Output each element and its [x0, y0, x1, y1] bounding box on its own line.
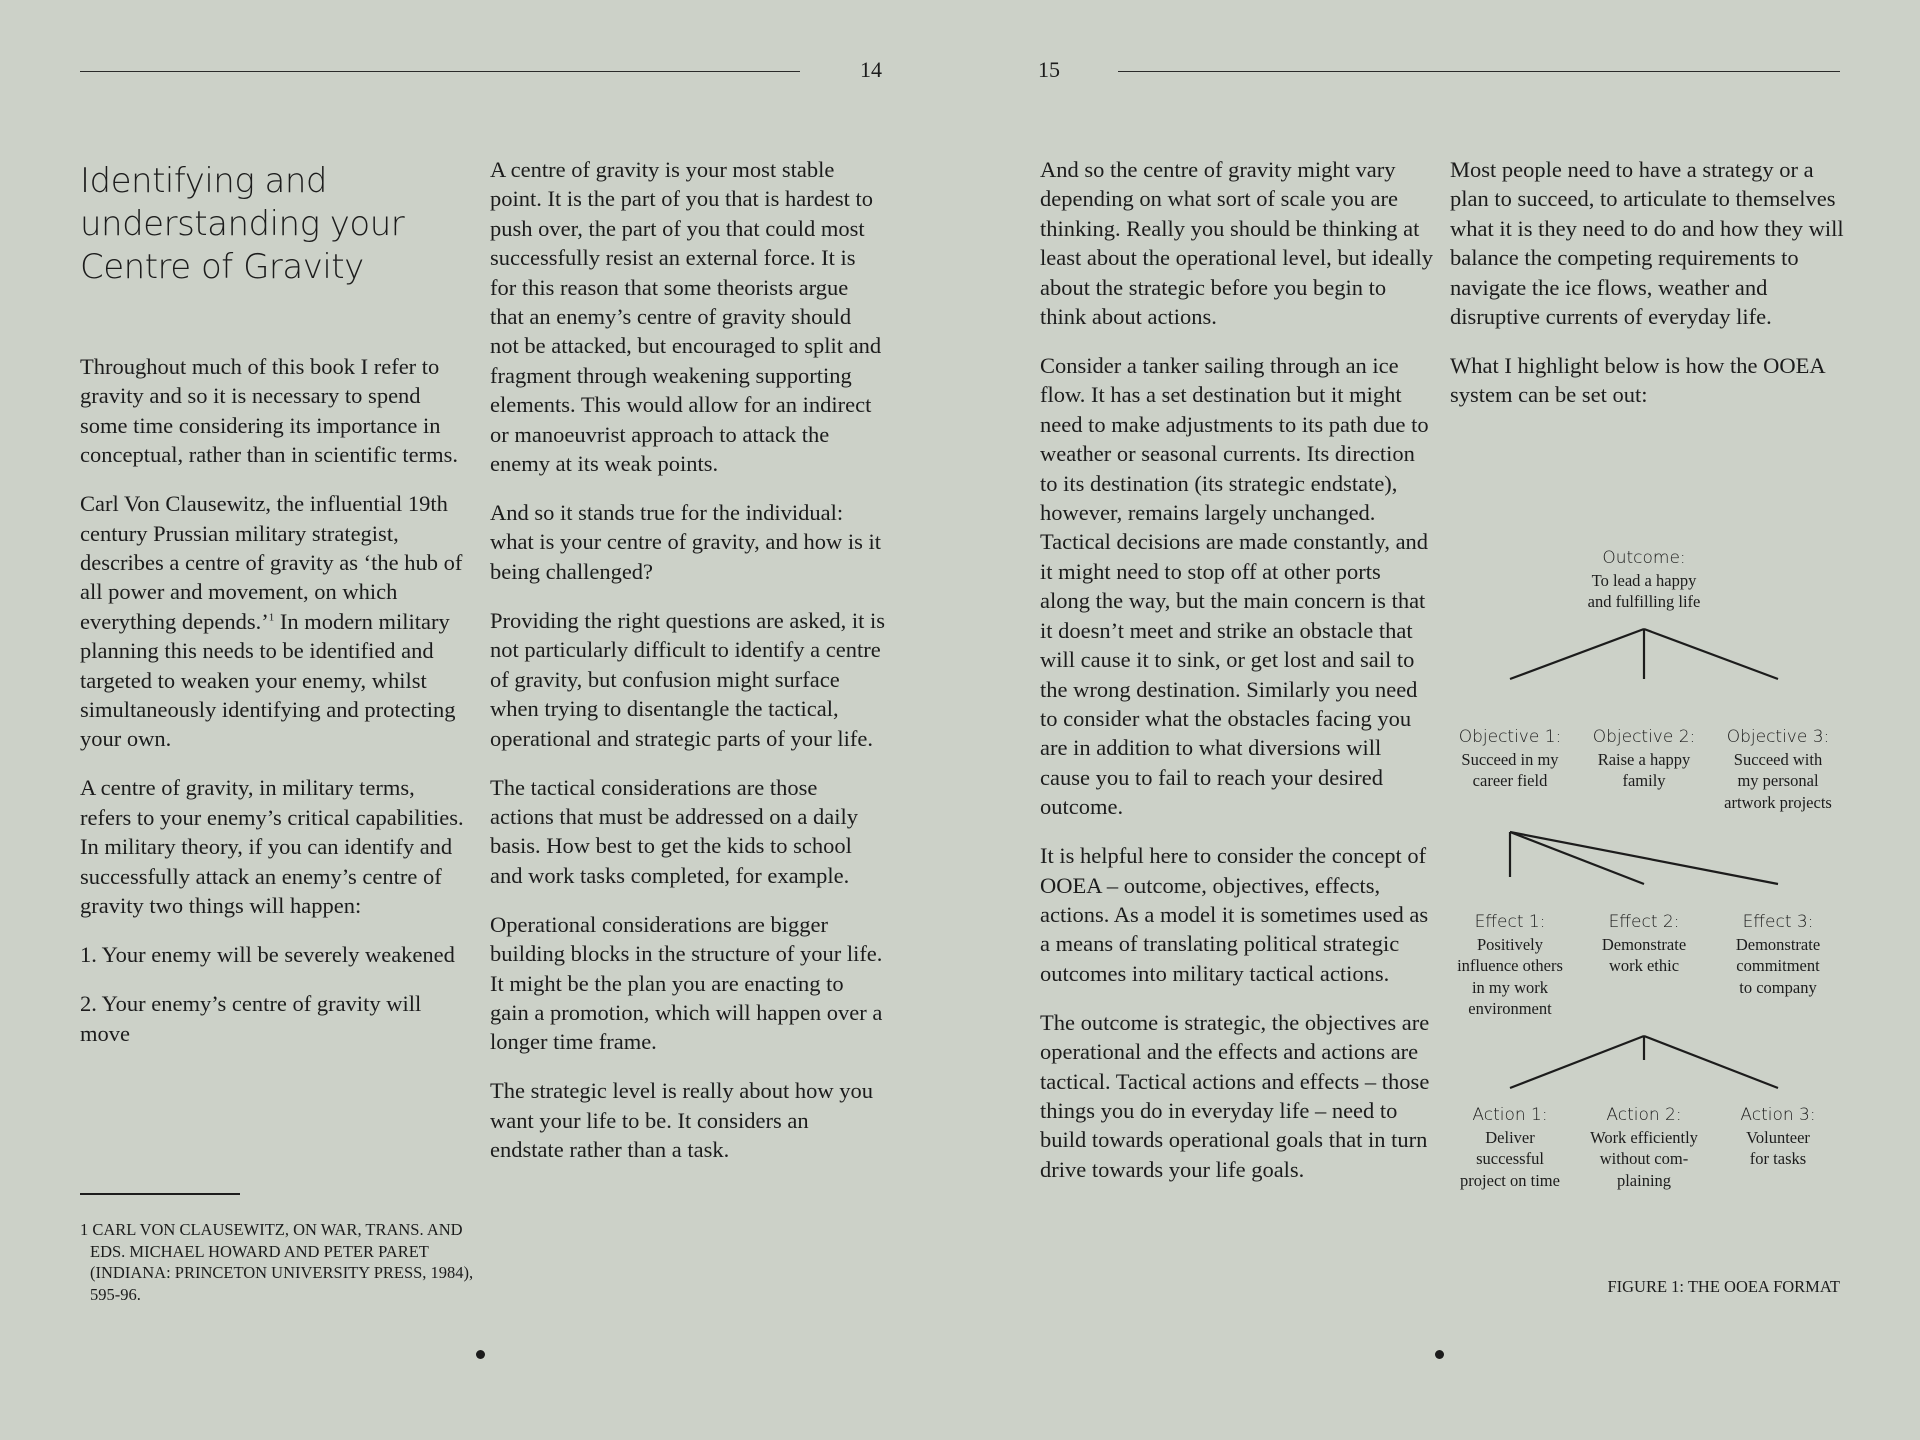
footnote-line: EDS. MICHAEL HOWARD AND PETER PARET (INDIANA: PRINCETON UNIVERSITY PRESS, 1984), 595-96.: [90, 1241, 474, 1304]
node-text: commitment: [1736, 956, 1820, 975]
node-title: Outcome:: [1602, 548, 1686, 568]
outcome-node: [1588, 548, 1701, 613]
node-title: Action 3:: [1740, 1105, 1816, 1125]
paragraph-text: In modern military planning this needs to be identified and targeted to weaken your enemy, whilst simultaneously identifying and protecting your own.: [80, 608, 456, 752]
node-title: Objective 2:: [1592, 727, 1696, 747]
paragraph-text: Carl Von Clausewitz, the influential 19th century Prussian military strategist, describes a centre of gravity as ‘the hub of all power and movement, on which everything depends.’: [80, 491, 463, 634]
node-text: and fulfilling life: [1587, 592, 1701, 611]
header-rule-left: [80, 71, 800, 72]
node-text: for tasks: [1749, 1149, 1807, 1168]
page-number-left: 14: [860, 57, 882, 82]
node-text: To lead a happy: [1591, 570, 1697, 590]
node-text: in my work: [1471, 977, 1549, 997]
node-text: influence others: [1457, 956, 1563, 975]
left-column-2: [490, 155, 885, 1184]
right-column-2: [1450, 155, 1845, 429]
node-title: Objective 1:: [1458, 727, 1562, 747]
heading-line: understanding your: [80, 204, 405, 244]
node-text: Volunteer: [1746, 1127, 1810, 1147]
paragraph: Consider a tanker sailing through an ice flow. It has a set destination but it might need to make adjustments to its path due to weather or seasonal currents. Its direction to its destination (its strategic endstate), however, remains largely unchanged. Tactical decisions are made constantly, and it might need to stop off at other ports along the way, but the main concern is that it doesn’t meet and strike an obstacle that will cause it to sink, or get lost and sail to the wrong destination. Similarly you need to consider what the obstacles facing you are in addition to what diversions will cause you to fail to reach your desired outcome.: [1040, 353, 1429, 820]
page-number-right: 15: [1038, 57, 1060, 82]
node-text: Positively: [1476, 934, 1543, 954]
paragraph: A centre of gravity, in military terms, refers to your enemy’s critical capabilities. In military theory, if you can identify and successfully attack an enemy’s centre of gravity two things will happen:: [80, 775, 464, 919]
node-text: Work efficiently: [1590, 1127, 1698, 1147]
connector-line: [1510, 832, 1778, 884]
action-node-3: [1740, 1105, 1815, 1170]
connector-line: [1644, 1036, 1778, 1088]
node-text: Demonstrate: [1735, 934, 1821, 954]
page-dot-left: [476, 1350, 485, 1359]
paragraph: What I highlight below is how the OOEA system can be set out:: [1450, 353, 1825, 408]
node-text: environment: [1468, 999, 1552, 1018]
header-rule-right: [1118, 71, 1840, 72]
node-text: to company: [1739, 977, 1817, 997]
footnote-ref: 1: [268, 611, 275, 624]
paragraph: And so it stands true for the individual: what is your centre of gravity, and how is it being challenged?: [490, 500, 881, 584]
action-node-2: [1590, 1105, 1698, 1191]
node-text: career field: [1472, 771, 1548, 790]
figure-caption: FIGURE 1: THE OOEA FORMAT: [1607, 1277, 1840, 1296]
objective-node-3: [1724, 727, 1832, 813]
paragraph: [80, 489, 470, 754]
effect-node-3: [1736, 912, 1820, 998]
heading-line: Identifying and: [80, 161, 328, 201]
paragraph: The tactical considerations are those actions that must be addressed on a daily basis. How best to get the kids to school and work tasks completed, for example.: [490, 774, 859, 888]
paragraph: 2. Your enemy’s centre of gravity will move: [80, 991, 422, 1046]
node-title: Action 1:: [1472, 1105, 1548, 1125]
node-text: without com-: [1599, 1149, 1689, 1168]
left-column-1: [80, 352, 470, 1068]
objective-node-2: [1593, 727, 1696, 792]
footnote-line: 1 CARL VON CLAUSEWITZ, ON WAR, TRANS. AND: [80, 1220, 463, 1239]
node-title: Action 2:: [1606, 1105, 1682, 1125]
node-text: Deliver: [1485, 1127, 1535, 1147]
connector-line: [1510, 629, 1644, 679]
node-text: Demonstrate: [1601, 934, 1687, 954]
node-title: Objective 3:: [1726, 727, 1830, 747]
node-text: family: [1622, 771, 1666, 790]
footnote-rule: [80, 1193, 240, 1195]
node-text: project on time: [1460, 1170, 1560, 1190]
paragraph: Providing the right questions are asked, it is not particularly difficult to identify a centre of gravity, but confusion might surface when trying to disentangle the tactical, operational and strategic parts of your life.: [490, 607, 885, 751]
paragraph: Most people need to have a strategy or a plan to succeed, to articulate to themselves what it is they need to do and how they will balance the competing requirements to navigate the ice flows, weather and disruptive currents of everyday life.: [1450, 157, 1844, 330]
page-dot-right: [1435, 1350, 1444, 1359]
effect-node-1: [1457, 912, 1563, 1020]
paragraph: The outcome is strategic, the objectives are operational and the effects and actions are tactical. Tactical actions and effects – those things you do in everyday life – need to build towards operational goals that in turn drive towards your life goals.: [1040, 1009, 1430, 1182]
node-text: Succeed in my: [1461, 749, 1559, 769]
node-title: Effect 2:: [1608, 912, 1680, 932]
section-heading: [80, 160, 500, 289]
footnote: [80, 1219, 480, 1305]
node-text: my personal: [1737, 771, 1819, 790]
connector-line: [1510, 832, 1644, 884]
objective-node-1: [1459, 727, 1562, 792]
connector-line: [1510, 1036, 1644, 1088]
node-text: work ethic: [1608, 956, 1680, 975]
paragraph: 1. Your enemy will be severely weakened: [80, 942, 455, 968]
node-text: plaining: [1616, 1170, 1672, 1190]
node-title: Effect 3:: [1742, 912, 1814, 932]
paragraph: Operational considerations are bigger building blocks in the structure of your life. It might be the plan you are enacting to gain a promotion, which will happen over a longer time frame.: [490, 911, 883, 1055]
node-text: Succeed with: [1733, 749, 1823, 769]
right-column-1: [1040, 155, 1435, 1204]
paragraph: Throughout much of this book I refer to gravity and so it is necessary to spend some time considering its importance in conceptual, rather than in scientific terms.: [80, 354, 458, 468]
action-node-1: [1460, 1105, 1560, 1191]
heading-line: Centre of Gravity: [80, 247, 364, 287]
node-title: Effect 1:: [1474, 912, 1546, 932]
connector-line: [1644, 629, 1778, 679]
node-text: Raise a happy: [1597, 749, 1691, 769]
node-text: artwork projects: [1724, 792, 1832, 812]
paragraph: The strategic level is really about how you want your life to be. It considers an endstate rather than a task.: [490, 1078, 874, 1163]
paragraph: And so the centre of gravity might vary depending on what sort of scale you are thinking. Really you should be thinking at least about the operational level, but ideally about the strategic before you begin to think about actions.: [1040, 157, 1433, 330]
effect-node-2: [1602, 912, 1686, 977]
node-text: successful: [1476, 1149, 1544, 1168]
paragraph: It is helpful here to consider the concept of OOEA – outcome, objectives, effects, actions. As a model it is sometimes used as a means of translating political strategic outcomes into military tactical actions.: [1040, 843, 1429, 986]
paragraph: A centre of gravity is your most stable point. It is the part of you that is hardest to push over, the part of you that could most successfully resist an external force. It is for this reason that some theorists argue that an enemy’s centre of gravity should not be attacked, but encouraged to split and fragment through weakening supporting elements. This would allow for an indirect or manoeuvrist approach to attack the enemy at its weak points.: [490, 157, 882, 477]
